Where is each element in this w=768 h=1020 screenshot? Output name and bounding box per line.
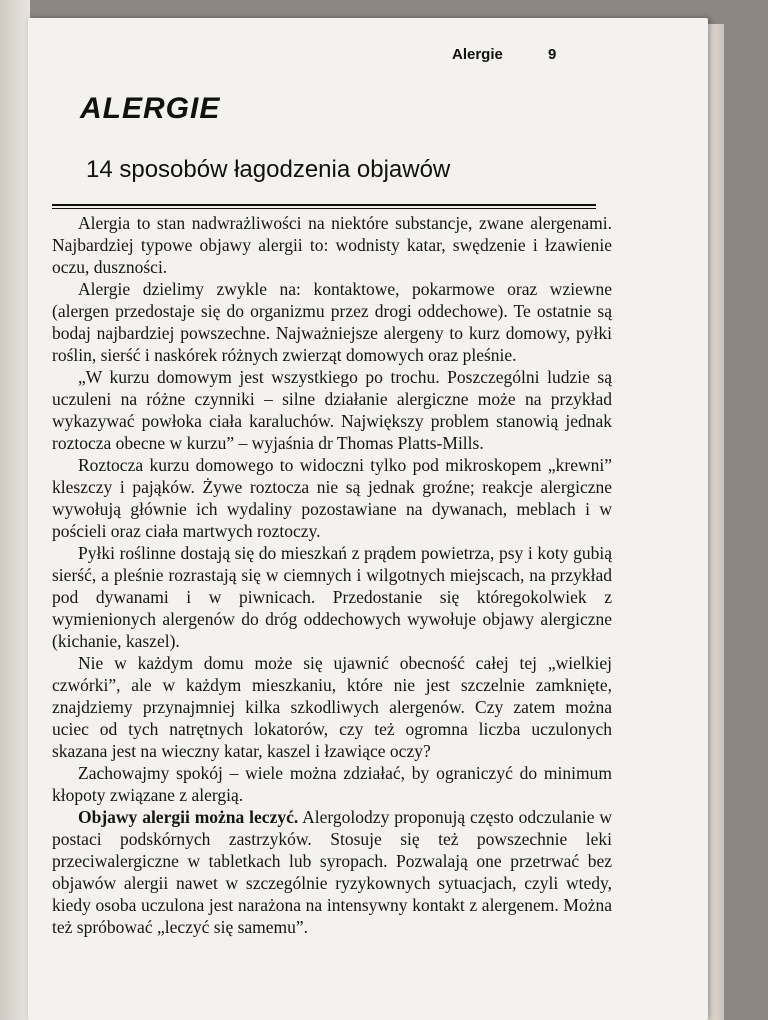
title-rule-thin	[52, 208, 596, 209]
paragraph-text: Zachowajmy spokój – wiele można zdziałać, by ograniczyć do minimum kłopoty związane z alergią.	[52, 763, 612, 805]
title-rule	[52, 204, 596, 206]
paragraph	[52, 652, 612, 762]
chapter-subtitle: 14 sposobów łagodzenia objawów	[86, 156, 451, 183]
page-stack-edge	[706, 24, 724, 1020]
chapter-title: ALERGIE	[80, 92, 221, 125]
paragraph-text: Pyłki roślinne dostają się do mieszkań z prądem powietrza, psy i koty gubią sierść, a pleśnie rozrastają się w ciemnych i wilgotnych miejscach, na przykład pod dywanami i w piwnicach. Przedostanie się któregokolwiek z wymienionych alergenów do dróg oddechowych wywołuje objawy alergiczne (kichanie, kaszel).	[52, 543, 612, 651]
paragraph	[52, 542, 612, 652]
paragraph-text: Alergie dzielimy zwykle na: kontaktowe, pokarmowe oraz wziewne (alergen przedostaje się do organizmu przez drogi oddechowe). Te ostatnie są bodaj najbardziej powszechne. Najważniejsze alergeny to kurz domowy, pyłki roślin, sierść i naskórek różnych zwierząt domowych oraz pleśnie.	[52, 279, 612, 365]
paragraph	[52, 454, 612, 542]
paragraph-text: Nie w każdym domu może się ujawnić obecność całej tej „wielkiej czwórki”, ale w każdym mieszkaniu, które nie jest szczelnie zamknięte, znajdziemy przynajmniej kilka szkodliwych alergenów. Czy zatem można uciec od tych natrętnych lokatorów, czy też ogromna liczba uczulonych skazana jest na wieczny katar, kaszel i łzawiące oczy?	[52, 653, 612, 761]
running-head: Alergie	[452, 46, 503, 63]
paragraph-text: Alergia to stan nadwrażliwości na niektóre substancje, zwane alergenami. Najbardziej typowe objawy alergii to: wodnisty katar, swędzenie i łzawienie oczu, duszności.	[52, 213, 612, 277]
page-number: 9	[548, 46, 557, 63]
paragraph	[52, 278, 612, 366]
body-text	[52, 212, 612, 938]
paragraph-text: „W kurzu domowym jest wszystkiego po trochu. Poszczególni ludzie są uczuleni na różne czynniki – silne działanie alergiczne może na przykład wykazywać powłoka ciała karaluchów. Największy problem stanowią jednak roztocza obecne w kurzu” – wyjaśnia dr Thomas Platts-Mills.	[52, 367, 612, 453]
paragraph	[52, 762, 612, 806]
paragraph-lead: Objawy alergii można leczyć.	[78, 807, 299, 827]
paragraph	[52, 806, 612, 938]
paragraph-text: Roztocza kurzu domowego to widoczni tylko pod mikroskopem „krewni” kleszczy i pająków. Żywe roztocza nie są jednak groźne; reakcje alergiczne wywołują głównie ich wydaliny pozostawiane na dywanach, meblach i w pościeli oraz ciała martwych roztoczy.	[52, 455, 612, 541]
paragraph-text: Alergolodzy proponują często odczulanie w postaci podskórnych zastrzyków. Stosuje się też powszechnie leki przeciwalergiczne w tabletkach lub syropach. Pozwalają one przetrwać bez objawów alergii nawet w szczególnie ryzykownych sytuacjach, czyli wtedy, kiedy osoba uczulona jest narażona na intensywny kontakt z alergenem. Można też spróbować „leczyć się samemu”.	[52, 807, 612, 937]
paragraph	[52, 212, 612, 278]
paragraph	[52, 366, 612, 454]
adjacent-page-edge	[0, 0, 30, 1020]
